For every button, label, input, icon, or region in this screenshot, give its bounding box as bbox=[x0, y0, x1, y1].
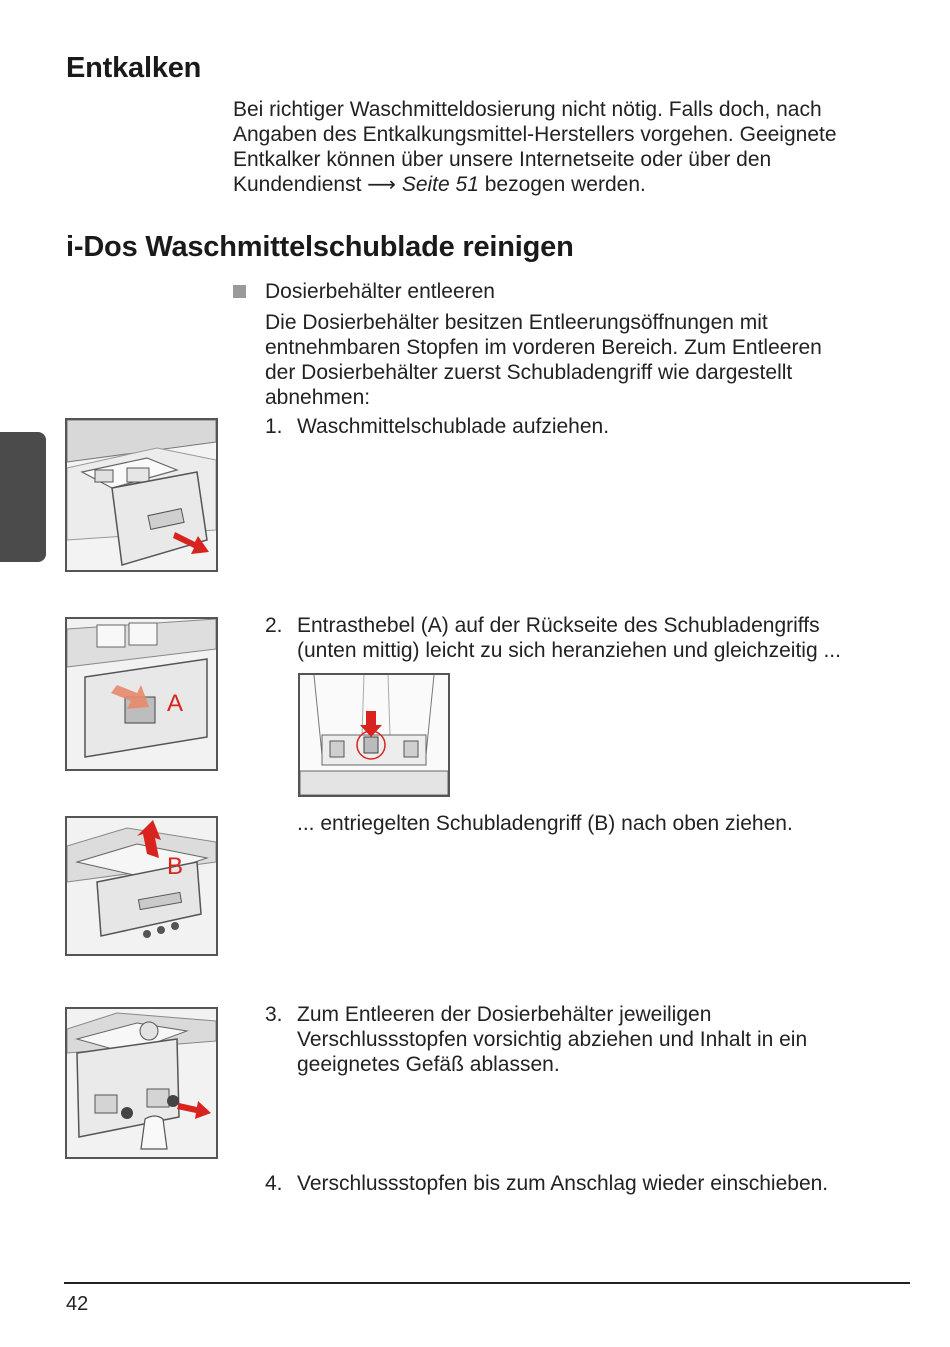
container-icon bbox=[141, 1116, 167, 1149]
chapter-tab bbox=[0, 432, 46, 562]
line-start: Kundendienst bbox=[233, 173, 362, 196]
paragraph-line-last bbox=[233, 172, 913, 198]
bullet-body bbox=[265, 310, 905, 410]
step-text: Zum Entleeren der Dosierbehälter jeweiligen bbox=[297, 1003, 712, 1026]
paragraph-line: Entkalker können über unsere Internetseite oder über den bbox=[233, 148, 772, 171]
paragraph-line: Bei richtiger Waschmitteldosierung nicht nötig. Falls doch, nach bbox=[233, 98, 822, 121]
paragraph-line: Die Dosierbehälter besitzen Entleerungsöffnungen mit bbox=[265, 311, 768, 334]
step-number: 2. bbox=[265, 614, 283, 637]
step-text: Verschlussstopfen vorsichtig abziehen und Inhalt in ein bbox=[297, 1028, 808, 1051]
square-bullet-icon bbox=[233, 285, 246, 298]
step-text: Waschmittelschublade aufziehen. bbox=[297, 415, 610, 438]
line-end: bezogen werden. bbox=[484, 173, 646, 196]
step-text: Entrasthebel (A) auf der Rückseite des Schubladengriffs bbox=[297, 614, 820, 637]
arrow-right-icon: ⟶ bbox=[367, 174, 396, 196]
step-number: 1. bbox=[265, 415, 283, 438]
paragraph-line: Angaben des Entkalkungsmittel-Herstellers vorgehen. Geeignete bbox=[233, 123, 837, 146]
section-title-entkalken: Entkalken bbox=[66, 52, 202, 84]
paragraph-line: der Dosierbehälter zuerst Schubladengriff wie dargestellt bbox=[265, 361, 793, 384]
footer-rule bbox=[64, 1282, 910, 1284]
illustration-release-lever bbox=[65, 617, 218, 771]
step-text: Verschlussstopfen bis zum Anschlag wieder einschieben. bbox=[297, 1172, 829, 1195]
illustration-drawer-open bbox=[65, 418, 218, 572]
page-number: 42 bbox=[66, 1293, 89, 1315]
step-text: geeignetes Gefäß ablassen. bbox=[297, 1053, 560, 1076]
paragraph-line: entnehmbaren Stopfen im vorderen Bereich. Zum Entleeren bbox=[265, 336, 822, 359]
label-a: A bbox=[167, 690, 184, 717]
illustration-plug-removal bbox=[65, 1007, 218, 1159]
illustration-lift-handle bbox=[65, 816, 218, 956]
page-reference-link[interactable]: Seite 51 bbox=[401, 173, 479, 196]
step-text: (unten mittig) leicht zu sich heranziehen und gleichzeitig ... bbox=[297, 639, 841, 662]
paragraph-line: abnehmen: bbox=[265, 386, 371, 409]
step-number: 3. bbox=[265, 1003, 283, 1026]
label-b: B bbox=[167, 853, 184, 880]
entkalken-paragraph bbox=[233, 97, 913, 198]
step-text: ... entriegelten Schubladengriff (B) nach oben ziehen. bbox=[297, 812, 793, 835]
bullet-heading: Dosierbehälter entleeren bbox=[265, 280, 495, 303]
step-number: 4. bbox=[265, 1172, 283, 1195]
illustration-rear-detail bbox=[298, 673, 450, 797]
section-title-reinigen: i-Dos Waschmittelschublade reinigen bbox=[66, 231, 574, 263]
